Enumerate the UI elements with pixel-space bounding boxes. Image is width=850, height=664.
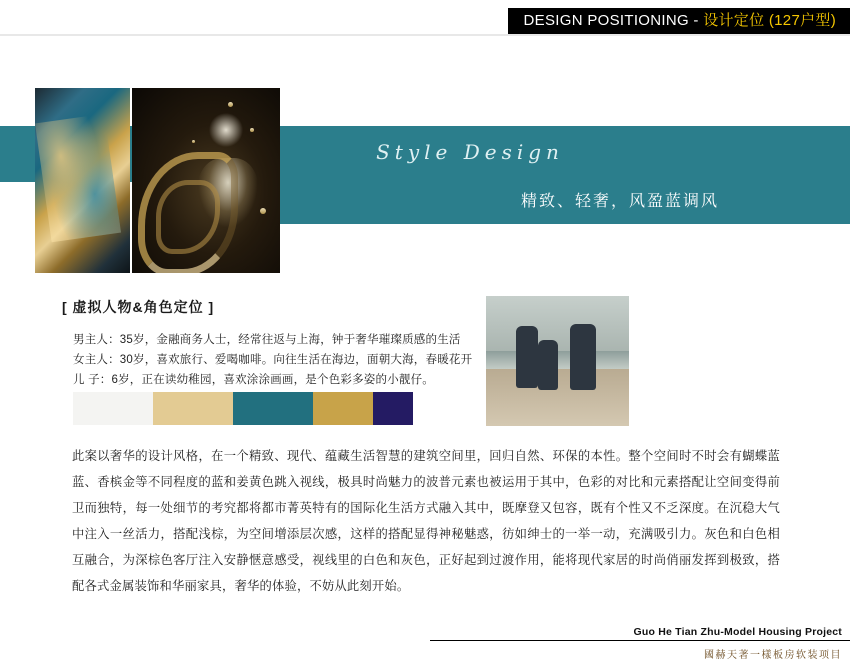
swatch-navy: [373, 392, 413, 425]
persona-row-female: 女主人：30岁，喜欢旅行、爱喝咖啡。向往生活在海边，面朝大海，春暖花开: [73, 354, 473, 366]
footer-project-name-en: Guo He Tian Zhu-Model Housing Project: [633, 626, 842, 638]
swatch-sand: [153, 392, 233, 425]
design-description-paragraph: 此案以奢华的设计风格，在一个精致、现代、蕴藏生活智慧的建筑空间里，回归自然、环保的本性。整个空间时不时会有蝴蝶蓝蓝、香槟金等不同程度的蓝和姜黄色跳入视线，极具时尚魅力的波普元素也被运用于其中，色彩的对比和元素搭配让空间变得前卫而独特，每一处细节的考究都将都市菁英特有的国际化生活方式融入其中，既摩登又包容，既有个性又不乏深度。在沉稳大气中注入一丝活力，搭配浅棕，为空间增添层次感，这样的搭配显得神秘魅惑，彷如绅士的一举一动，充满吸引力。灰色和白色相互融合，为深棕色客厅注入安静惬意感受，视线里的白色和灰色，正好起到过渡作用，能将现代家居的时尚俏丽发挥到极致，搭配各式金属装饰和华丽家具，奢华的体验，不妨从此刻开始。: [72, 449, 780, 593]
sparkle-icon: [192, 140, 195, 143]
page-title-en: DESIGN POSITIONING -: [523, 12, 704, 29]
swatch-teal: [233, 392, 313, 425]
photo-figure-child: [538, 340, 558, 390]
page-header: [0, 8, 850, 36]
sparkle-icon: [260, 208, 266, 214]
sparkle-icon: [250, 128, 254, 132]
gold-jewelry-ornament-artwork: [132, 88, 280, 273]
sparkle-icon: [228, 102, 233, 107]
style-design-subtitle: 精致、轻奢，风盈蓝调风: [520, 193, 719, 210]
persona-row-male: 男主人：35岁，金融商务人士，经常往返与上海，钟于奢华璀璨质感的生活: [73, 334, 461, 346]
page-title: [508, 8, 850, 34]
style-design-title: Style Design: [376, 140, 564, 164]
mood-board-collage: [35, 88, 280, 273]
header-divider: [0, 34, 850, 36]
persona-row-child: 儿 子：6岁，正在读幼稚园，喜欢涂涂画画，是个色彩多姿的小靓仔。: [73, 374, 434, 386]
photo-figure-mother: [516, 326, 538, 388]
photo-sky-region: [486, 296, 629, 351]
persona-block: [73, 330, 473, 390]
swatch-gold: [313, 392, 373, 425]
footer-project-name-cn: 國赫天著一樣板房软装项目: [704, 650, 842, 661]
abstract-gold-blue-artwork: [35, 88, 130, 273]
family-on-beach-photo: [486, 296, 629, 426]
photo-figure-father: [570, 324, 596, 390]
color-palette: [73, 392, 413, 425]
leaf-ornament-icon: [204, 112, 248, 148]
footer-divider: [430, 640, 850, 641]
swatch-white: [73, 392, 153, 425]
persona-section-title: [ 虚拟人物&角色定位 ]: [62, 299, 215, 315]
page-title-cn: 设计定位 (127户型): [703, 12, 836, 29]
